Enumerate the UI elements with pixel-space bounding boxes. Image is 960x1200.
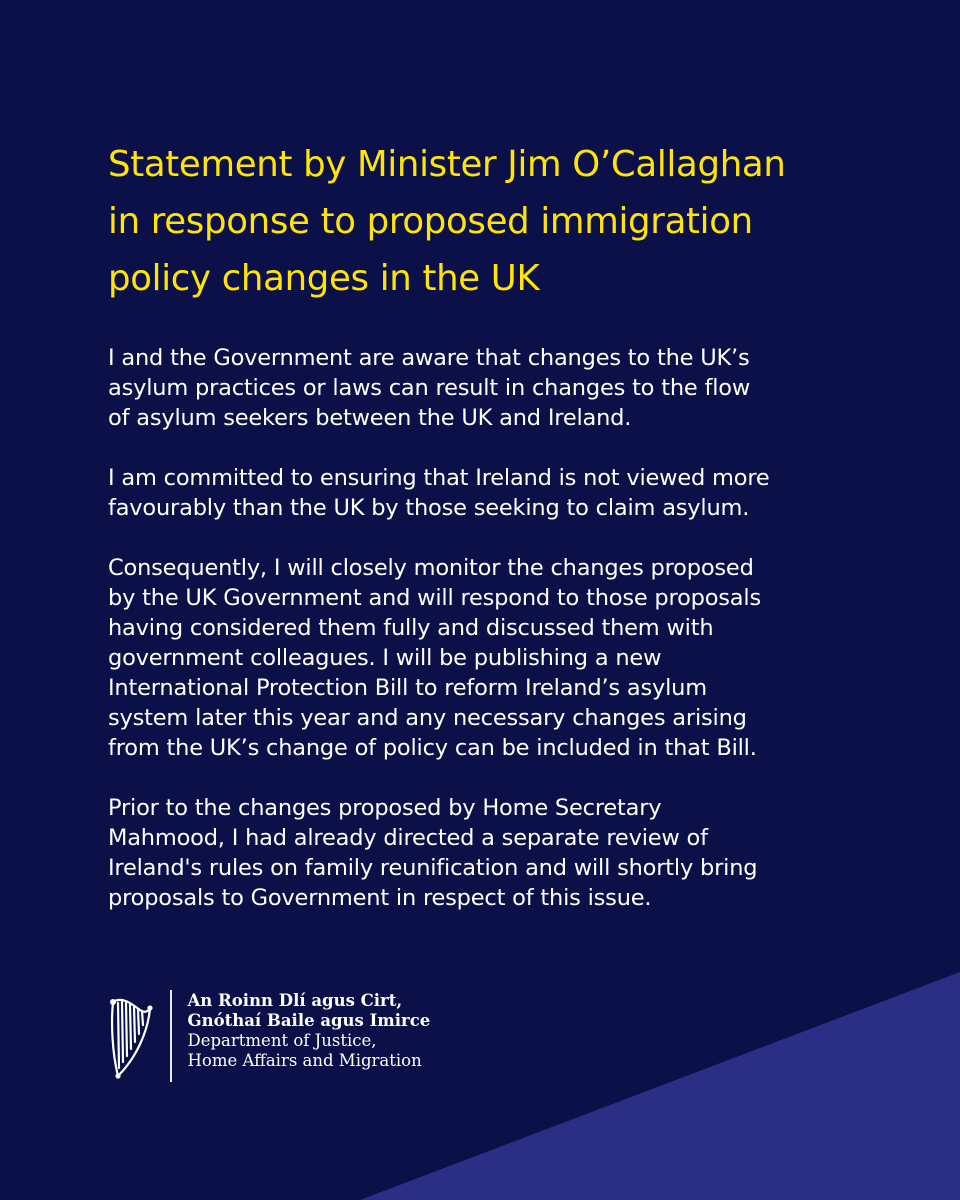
department-name-english: Home Affairs and Migration	[187, 1051, 422, 1070]
paragraph-line: proposals to Government in respect of this issue.	[108, 885, 652, 911]
logo-divider	[170, 990, 172, 1082]
title-line: Statement by Minister Jim O’Callaghan	[108, 144, 786, 185]
paragraph	[108, 553, 898, 763]
department-name-english: Department of Justice,	[187, 1031, 377, 1050]
paragraph	[108, 463, 898, 523]
paragraph-line: International Protection Bill to reform Ireland’s asylum	[108, 675, 707, 701]
paragraph-line: favourably than the UK by those seeking to claim asylum.	[108, 495, 750, 521]
department-logo	[106, 990, 430, 1082]
statement-body	[108, 343, 898, 913]
paragraph-line: Mahmood, I had already directed a separate review of	[108, 825, 708, 851]
department-name-irish: Gnóthaí Baile agus Imirce	[187, 1011, 431, 1030]
title-line: policy changes in the UK	[108, 258, 540, 299]
statement-title	[108, 136, 898, 307]
paragraph-line: of asylum seekers between the UK and Ireland.	[108, 405, 632, 431]
paragraph-line: I am committed to ensuring that Ireland is not viewed more	[108, 465, 770, 491]
paragraph	[108, 343, 898, 433]
statement-content	[108, 136, 898, 943]
paragraph-line: Prior to the changes proposed by Home Secretary	[108, 795, 662, 821]
title-line: in response to proposed immigration	[108, 201, 753, 242]
paragraph-line: having considered them fully and discussed them with	[108, 615, 714, 641]
paragraph-line: Ireland's rules on family reunification and will shortly bring	[108, 855, 758, 881]
paragraph-line: government colleagues. I will be publishing a new	[108, 645, 662, 671]
paragraph-line: I and the Government are aware that changes to the UK’s	[108, 345, 750, 371]
paragraph-line: asylum practices or laws can result in changes to the flow	[108, 375, 751, 401]
paragraph-line: by the UK Government and will respond to those proposals	[108, 585, 761, 611]
paragraph-line: Consequently, I will closely monitor the changes proposed	[108, 555, 754, 581]
harp-icon	[106, 992, 154, 1080]
paragraph-line: system later this year and any necessary changes arising	[108, 705, 747, 731]
paragraph	[108, 793, 898, 913]
department-name	[188, 990, 431, 1082]
department-name-irish: An Roinn Dlí agus Cirt,	[187, 991, 403, 1010]
paragraph-line: from the UK’s change of policy can be included in that Bill.	[108, 735, 757, 761]
